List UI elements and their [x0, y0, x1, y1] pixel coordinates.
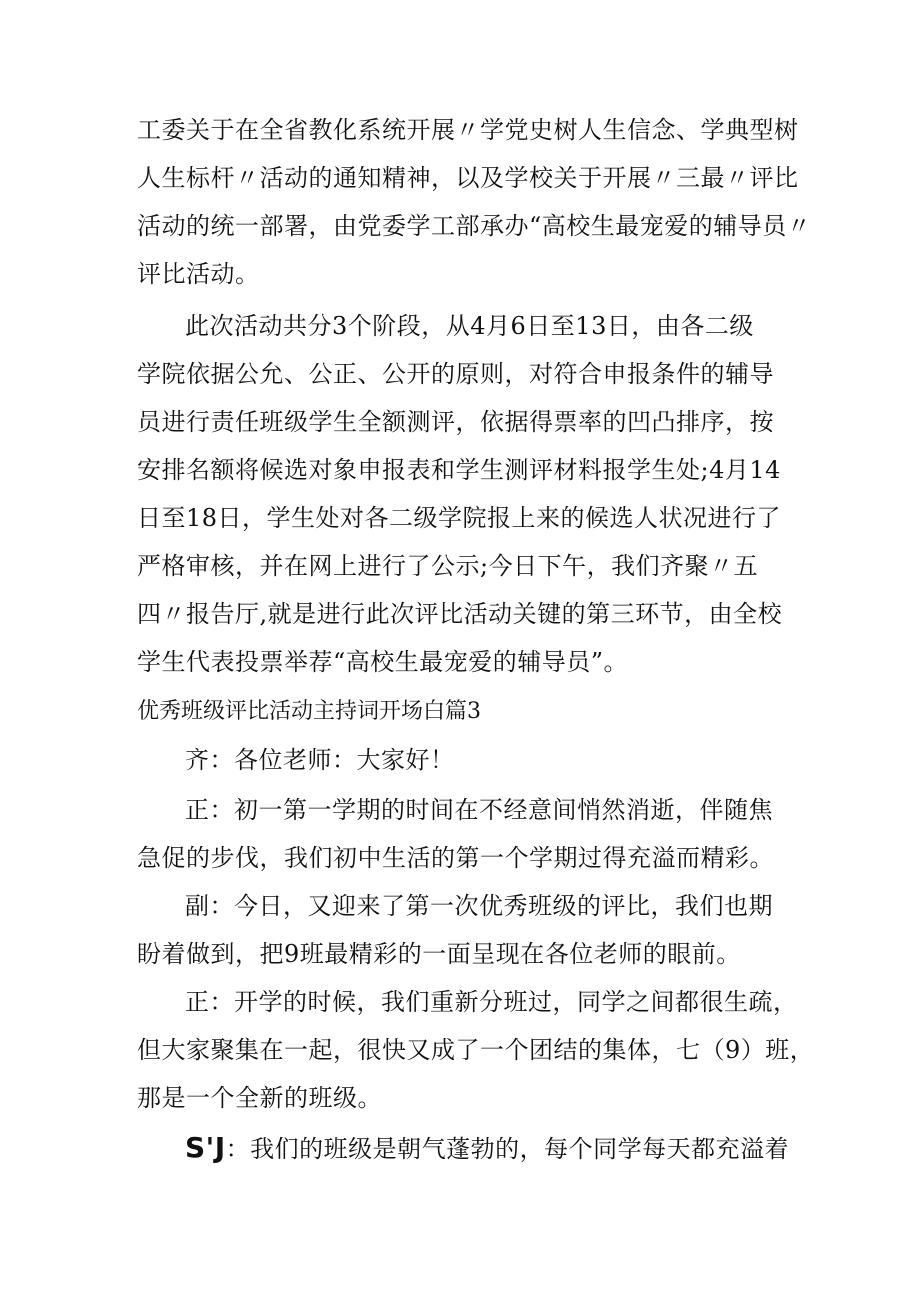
- speaker-label: S'J: [185, 1131, 226, 1164]
- dialogue-line-host-a-2: 急促的步伐，我们初中生活的第一个学期过得充溢而精彩。: [137, 844, 774, 872]
- paragraph-2-line-5: 日至18日，学生处对各二级学院报上来的候选人状况进行了: [137, 504, 782, 532]
- dialogue-last-text: ：我们的班级是朝气蓬勃的，每个同学每天都充溢着: [225, 1135, 790, 1163]
- section-heading-text: 优秀班级评比活动主持词开场白篇3: [137, 699, 481, 724]
- paragraph-2-line-4: 安排名额将候选对象申报表和学生测评材料报学生处;4月14: [137, 456, 781, 484]
- paragraph-1-line-4: 评比活动。: [137, 260, 260, 288]
- paragraph-1-line-2: 人生标杆〃活动的通知精神，以及学校关于开展〃三最〃评比: [137, 164, 799, 192]
- paragraph-2-line-2: 学院依据公允、公正、公开的原则，对符合申报条件的辅导: [137, 360, 774, 388]
- paragraph-2-line-8: 学生代表投票举荐“高校生最宠爱的辅导员”。: [137, 648, 629, 676]
- paragraph-2-line-6: 严格审核，并在网上进行了公示;今日下午，我们齐聚〃五: [137, 552, 759, 580]
- paragraph-2-line-1: 此次活动共分3个阶段，从4月6日至13日，由各二级: [185, 312, 754, 340]
- paragraph-1-line-3: 活动的统一部署，由党委学工部承办“高校生最宠爱的辅导员〃: [137, 212, 812, 240]
- dialogue-line-last: [185, 1128, 789, 1168]
- dialogue-line-host-b-2: 盼着做到，把9班最精彩的一面呈现在各位老师的眼前。: [137, 940, 741, 968]
- dialogue-line-host-a-1: 正：初一第一学期的时间在不经意间悄然消逝，伴随焦: [185, 796, 773, 824]
- dialogue-line-host-a-3: 正：开学的时候，我们重新分班过，同学之间都很生疏，: [185, 988, 798, 1016]
- dialogue-line-all-greeting: 齐：各位老师：大家好！: [185, 746, 455, 774]
- paragraph-2-line-3: 员进行责任班级学生全额测评，依据得票率的凹凸排序，按: [137, 408, 774, 436]
- dialogue-line-host-a-5: 那是一个全新的班级。: [137, 1084, 382, 1112]
- dialogue-line-host-b-1: 副：今日，又迎来了第一次优秀班级的评比，我们也期: [185, 892, 773, 920]
- paragraph-2-line-7: 四〃报告厅,就是进行此次评比活动关键的第三环节，由全校: [137, 600, 783, 628]
- dialogue-line-host-a-4: 但大家聚集在一起，很快又成了一个团结的集体，七（9）班，: [137, 1036, 815, 1064]
- paragraph-1-line-1: 工委关于在全省教化系统开展〃学党史树人生信念、学典型树: [137, 116, 799, 144]
